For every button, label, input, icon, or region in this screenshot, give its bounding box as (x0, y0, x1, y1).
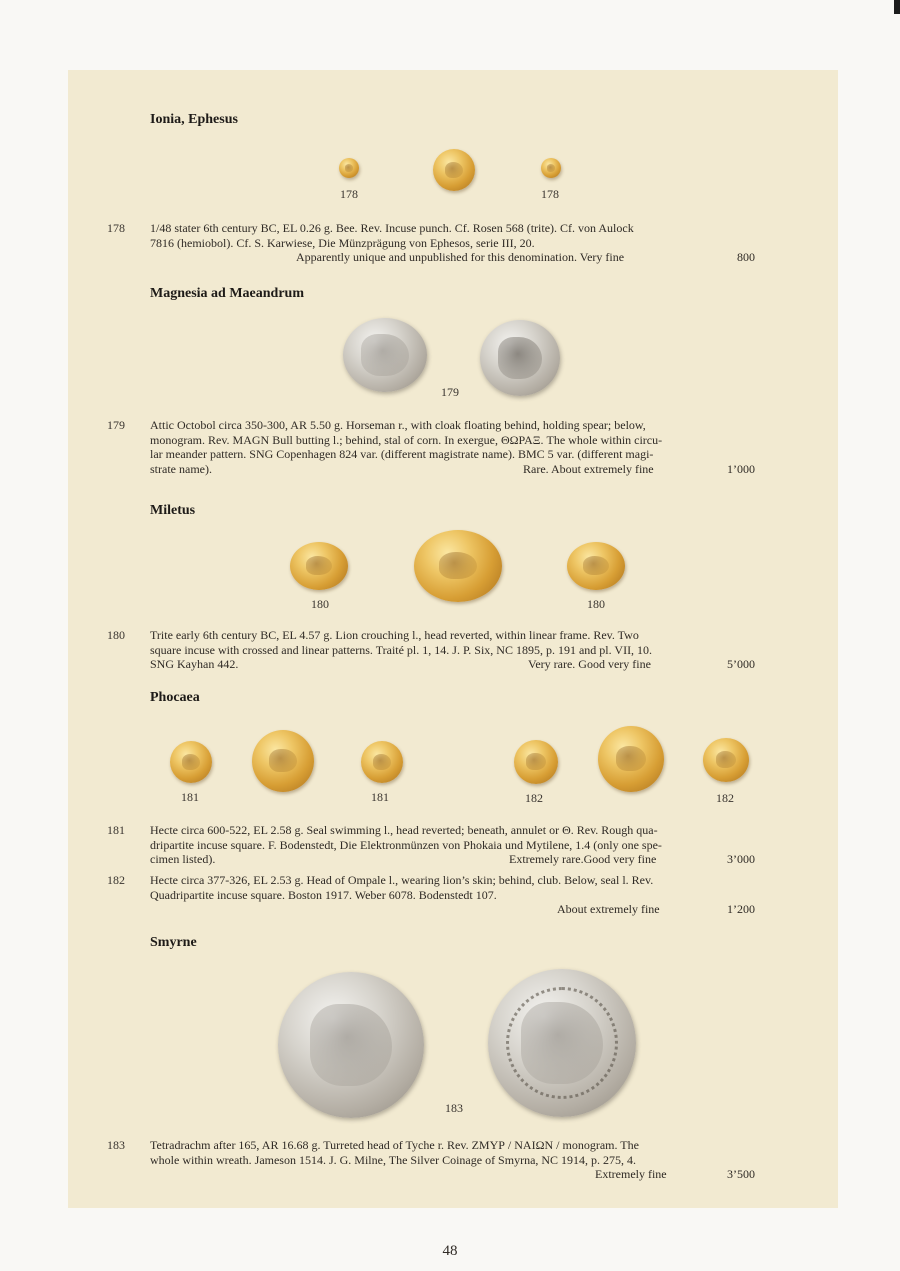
lot-price: 800 (737, 250, 755, 265)
grade-price-line (150, 1167, 755, 1182)
description-line: cimen listed). (150, 852, 216, 867)
description-line: Tetradrachm after 165, AR 16.68 g. Turreted head of Tyche r. Rev. ΖΜΥΡ / ΝΑΙΩΝ / monogram. The (150, 1138, 639, 1152)
lot-description-181 (150, 823, 755, 867)
coin-caption: 181 (181, 790, 199, 804)
description-line: dripartite incuse square. F. Bodenstedt, Die Elektronmünzen von Phokaia und Mytilene, 1.4 (only one spe- (150, 837, 662, 852)
description-line: Trite early 6th century BC, EL 4.57 g. Lion crouching l., head reverted, within linear frame. Rev. Two (150, 628, 639, 642)
lot-description-183 (150, 1138, 755, 1182)
lot-grade: Extremely rare.Good very fine (509, 852, 657, 867)
page-edge-mark (894, 0, 900, 14)
coin-179-reverse (480, 320, 560, 396)
lot-number-178: 178 (107, 221, 125, 235)
lot-price: 1’200 (727, 902, 755, 917)
coin-183-reverse (488, 969, 636, 1117)
description-line: SNG Kayhan 442. (150, 657, 239, 672)
lot-grade: Extremely fine (595, 1167, 667, 1182)
coin-caption: 183 (445, 1101, 463, 1115)
coin-178-obverse (339, 158, 359, 178)
coin-caption: 178 (541, 187, 559, 201)
description-line: Hecte circa 377-326, EL 2.53 g. Head of Ompale l., wearing lion’s skin; behind, club. Below, seal l. Rev. (150, 873, 654, 887)
coin-caption: 180 (311, 597, 329, 611)
description-line: Hecte circa 600-522, EL 2.58 g. Seal swimming l., head reverted; beneath, annulet or Θ. Rev. Rough qua- (150, 823, 658, 837)
page-number: 48 (442, 1243, 458, 1259)
lot-grade: Very rare. Good very fine (528, 657, 651, 672)
grade-price-line (150, 902, 755, 917)
lot-price: 3’500 (727, 1167, 755, 1182)
coin-caption: 182 (525, 791, 543, 805)
lot-description-180 (150, 628, 755, 672)
section-heading-ephesus: Ionia, Ephesus (150, 112, 238, 127)
grade-price-line (150, 462, 755, 477)
coin-caption: 180 (587, 597, 605, 611)
description-line: square incuse with crossed and linear patterns. Traité pl. 1, 14. J. P. Six, NC 1895, p. 191 and pl. VII, 10. (150, 642, 653, 657)
coin-179-obverse (343, 318, 427, 392)
description-line: whole within wreath. Jameson 1514. J. G. Milne, The Silver Coinage of Smyrna, NC 1914, p. 275, 4. (150, 1152, 637, 1167)
lot-description-182 (150, 873, 755, 917)
lot-description-178 (150, 221, 755, 265)
coin-caption: 182 (716, 791, 734, 805)
wreath-icon (506, 987, 619, 1100)
description-line: Quadripartite incuse square. Boston 1917. Weber 6078. Bodenstedt 107. (150, 887, 497, 902)
coin-caption: 178 (340, 187, 358, 201)
coin-181-enlarged (252, 730, 314, 792)
coin-178-enlarged (433, 149, 475, 191)
description-line: 1/48 stater 6th century BC, EL 0.26 g. Bee. Rev. Incuse punch. Cf. Rosen 568 (trite). Cf. von Aulock (150, 221, 634, 235)
coin-182-enlarged (598, 726, 664, 792)
coin-178-reverse (541, 158, 561, 178)
lot-price: 5’000 (727, 657, 755, 672)
coin-181-obverse (170, 741, 212, 783)
coin-180-reverse (567, 542, 625, 590)
coin-182-reverse (703, 738, 749, 782)
lot-grade: Apparently unique and unpublished for this denomination. Very fine (296, 250, 625, 265)
description-line: lar meander pattern. SNG Copenhagen 824 var. (different magistrate name). BMC 5 var. (different magi- (150, 447, 654, 462)
coin-182-obverse (514, 740, 558, 784)
coin-caption: 179 (441, 385, 459, 399)
description-line: strate name). (150, 461, 212, 476)
coin-183-obverse (278, 972, 424, 1118)
lot-price: 3’000 (727, 852, 755, 867)
lot-price: 1’000 (727, 461, 755, 476)
lot-grade: About extremely fine (557, 902, 660, 917)
grade-price-line (150, 657, 755, 672)
grade-price-line (150, 852, 755, 867)
lot-number-182: 182 (107, 873, 125, 887)
lot-number-181: 181 (107, 823, 125, 837)
description-line: Attic Octobol circa 350-300, AR 5.50 g. Horseman r., with cloak floating behind, holding spear; below, (150, 418, 646, 432)
lot-grade: Rare. About extremely fine (523, 461, 654, 476)
coin-180-enlarged (414, 530, 502, 602)
coin-181-reverse (361, 741, 403, 783)
grade-price-line (150, 250, 755, 265)
lot-number-179: 179 (107, 418, 125, 432)
coin-caption: 181 (371, 790, 389, 804)
section-heading-miletus: Miletus (150, 503, 196, 518)
coin-180-obverse (290, 542, 348, 590)
section-heading-magnesia: Magnesia ad Maeandrum (150, 286, 304, 301)
section-heading-phocaea: Phocaea (150, 690, 200, 705)
lot-number-183: 183 (107, 1138, 125, 1152)
lot-number-180: 180 (107, 628, 125, 642)
section-heading-smyrne: Smyrne (150, 935, 197, 950)
description-line: 7816 (hemiobol). Cf. S. Karwiese, Die Münzprägung von Ephesos, serie III, 20. (150, 235, 535, 250)
description-line: monogram. Rev. MAGN Bull butting l.; behind, stal of corn. In exergue, ΘΩΡΑΞ. The whole within circu- (150, 432, 663, 447)
lot-description-179 (150, 418, 755, 476)
